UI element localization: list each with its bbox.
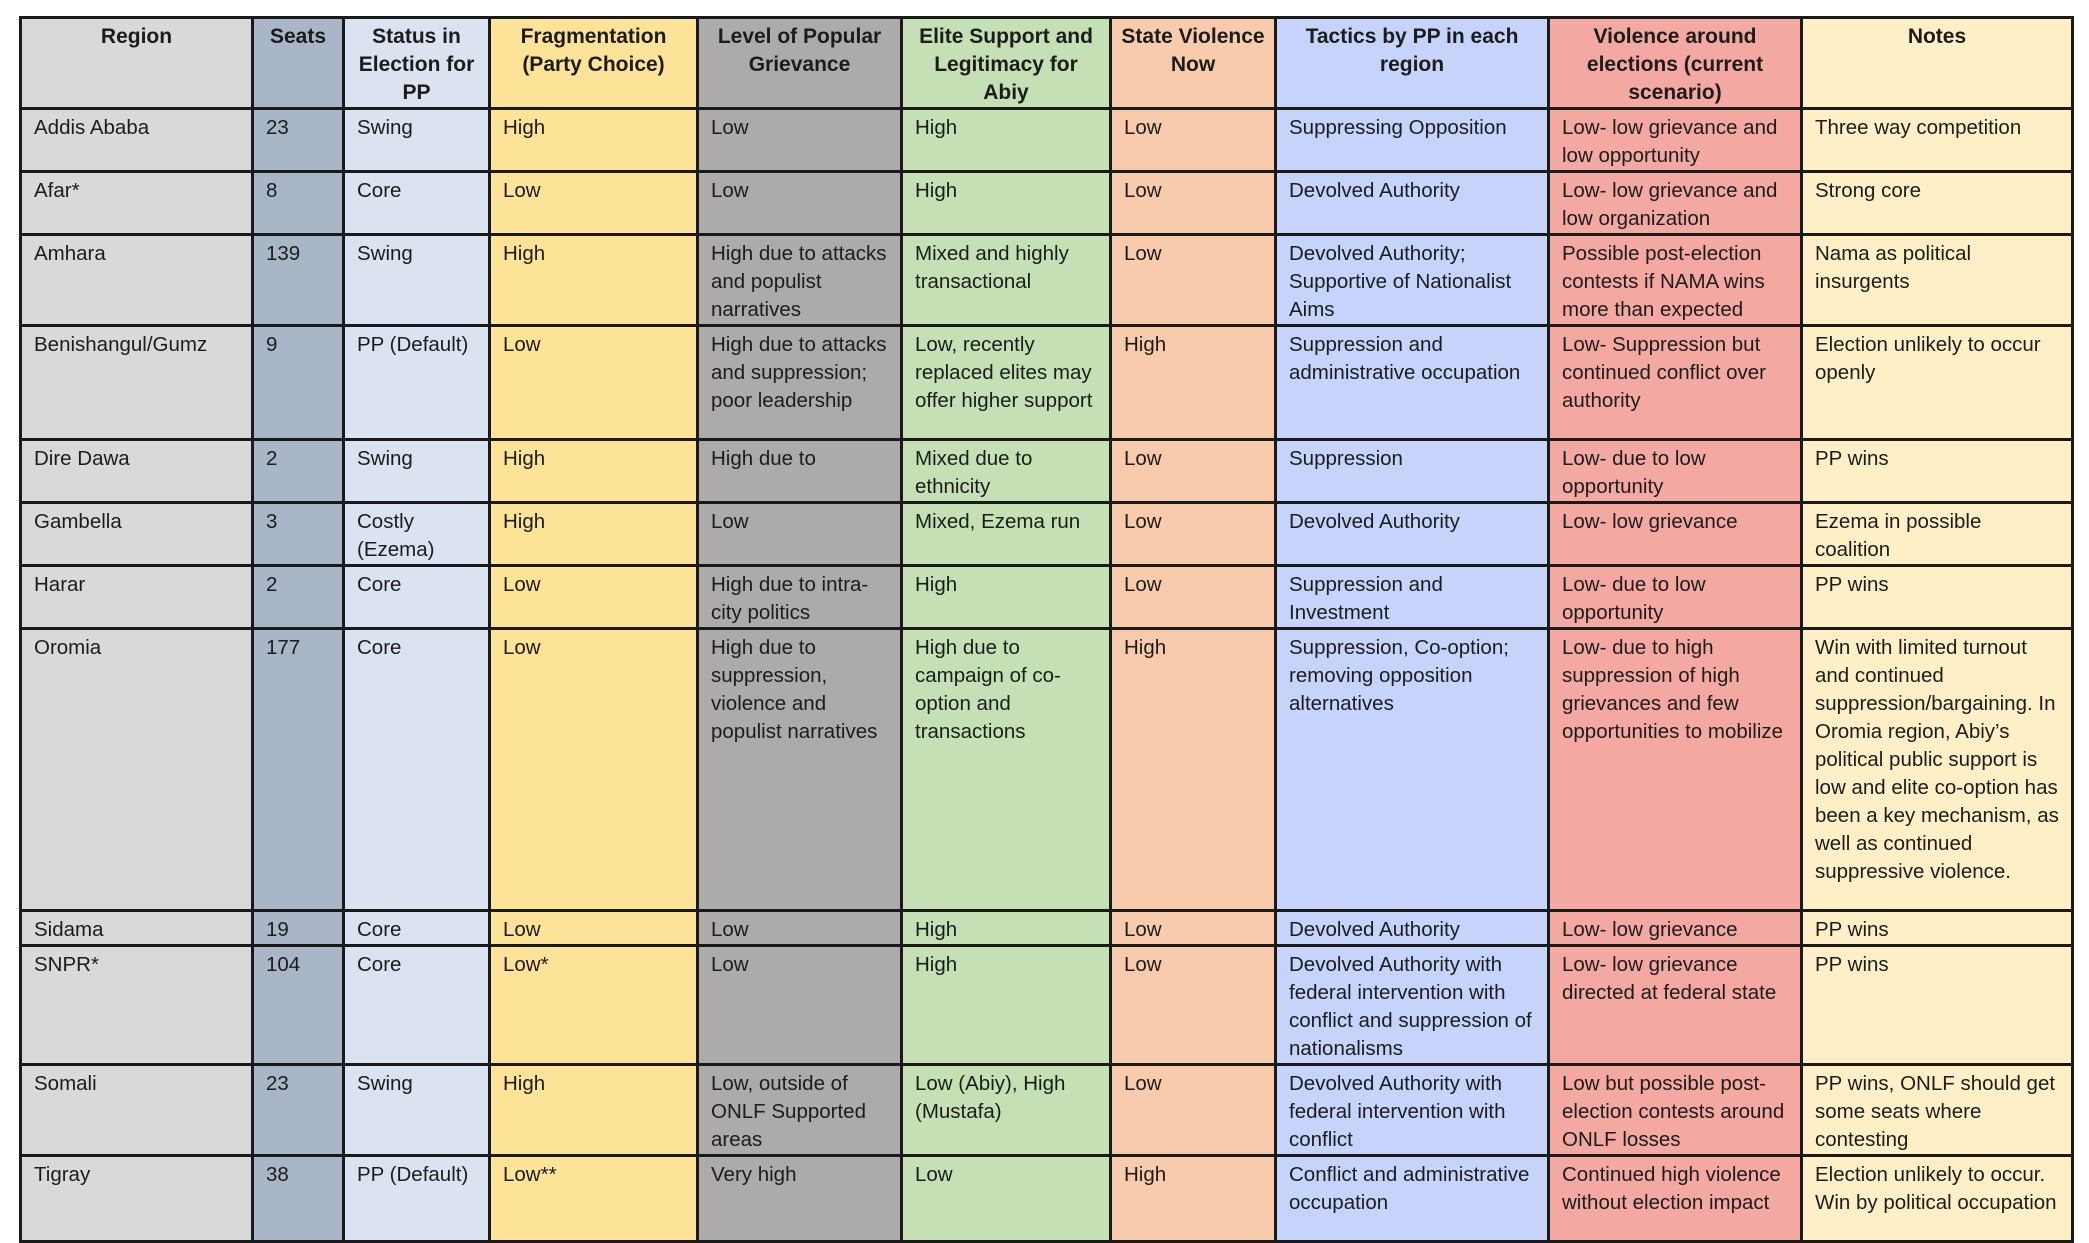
cell-region: Amhara bbox=[21, 235, 253, 326]
table-row bbox=[21, 109, 2073, 172]
cell-tactics: Suppression and Investment bbox=[1276, 566, 1549, 629]
cell-fragmentation: Low bbox=[490, 911, 698, 946]
table-body bbox=[21, 109, 2073, 1242]
cell-state-violence: Low bbox=[1111, 235, 1276, 326]
cell-status: PP (Default) bbox=[344, 1156, 490, 1242]
cell-status: Core bbox=[344, 629, 490, 911]
cell-tactics: Suppression and administrative occupation bbox=[1276, 326, 1549, 440]
cell-region: Gambella bbox=[21, 503, 253, 566]
cell-notes: PP wins bbox=[1802, 946, 2073, 1065]
cell-grievance: Low bbox=[698, 911, 902, 946]
cell-elite-support: High bbox=[902, 109, 1111, 172]
cell-status: Swing bbox=[344, 1065, 490, 1156]
cell-region: Sidama bbox=[21, 911, 253, 946]
cell-grievance: High due to bbox=[698, 440, 902, 503]
cell-elite-support: High due to campaign of co-option and transactions bbox=[902, 629, 1111, 911]
cell-violence-elections: Low- low grievance directed at federal state bbox=[1549, 946, 1802, 1065]
header-row bbox=[21, 18, 2073, 109]
cell-violence-elections: Low- due to low opportunity bbox=[1549, 566, 1802, 629]
cell-state-violence: Low bbox=[1111, 911, 1276, 946]
cell-region: Benishangul/Gumz bbox=[21, 326, 253, 440]
cell-seats: 139 bbox=[253, 235, 344, 326]
cell-state-violence: Low bbox=[1111, 566, 1276, 629]
header-grievance: Level of Popular Grievance bbox=[698, 18, 902, 109]
cell-fragmentation: High bbox=[490, 109, 698, 172]
cell-tactics: Devolved Authority bbox=[1276, 911, 1549, 946]
cell-status: Core bbox=[344, 946, 490, 1065]
cell-status: Core bbox=[344, 566, 490, 629]
cell-grievance: High due to intra-city politics bbox=[698, 566, 902, 629]
cell-violence-elections: Low- low grievance and low opportunity bbox=[1549, 109, 1802, 172]
cell-fragmentation: High bbox=[490, 235, 698, 326]
table-row bbox=[21, 629, 2073, 911]
cell-notes: PP wins, ONLF should get some seats where contesting bbox=[1802, 1065, 2073, 1156]
header-region: Region bbox=[21, 18, 253, 109]
cell-grievance: Low bbox=[698, 503, 902, 566]
header-notes: Notes bbox=[1802, 18, 2073, 109]
cell-state-violence: Low bbox=[1111, 172, 1276, 235]
cell-elite-support: High bbox=[902, 911, 1111, 946]
cell-violence-elections: Low- low grievance and low organization bbox=[1549, 172, 1802, 235]
header-status: Status in Election for PP bbox=[344, 18, 490, 109]
cell-violence-elections: Low- due to high suppression of high grievances and few opportunities to mobilize bbox=[1549, 629, 1802, 911]
table-row bbox=[21, 172, 2073, 235]
cell-status: Core bbox=[344, 172, 490, 235]
header-fragmentation: Fragmentation (Party Choice) bbox=[490, 18, 698, 109]
cell-notes: Ezema in possible coalition bbox=[1802, 503, 2073, 566]
cell-fragmentation: Low bbox=[490, 566, 698, 629]
cell-elite-support: High bbox=[902, 172, 1111, 235]
cell-violence-elections: Continued high violence without election impact bbox=[1549, 1156, 1802, 1242]
cell-status: Swing bbox=[344, 109, 490, 172]
cell-seats: 23 bbox=[253, 109, 344, 172]
cell-grievance: High due to attacks and suppression; poor leadership bbox=[698, 326, 902, 440]
cell-elite-support: Low (Abiy), High (Mustafa) bbox=[902, 1065, 1111, 1156]
cell-notes: Election unlikely to occur openly bbox=[1802, 326, 2073, 440]
cell-grievance: Low bbox=[698, 172, 902, 235]
table-row bbox=[21, 440, 2073, 503]
cell-tactics: Suppression bbox=[1276, 440, 1549, 503]
cell-grievance: Low bbox=[698, 109, 902, 172]
cell-notes: PP wins bbox=[1802, 440, 2073, 503]
cell-status: Costly (Ezema) bbox=[344, 503, 490, 566]
cell-elite-support: Low, recently replaced elites may offer higher support bbox=[902, 326, 1111, 440]
cell-fragmentation: Low* bbox=[490, 946, 698, 1065]
cell-seats: 177 bbox=[253, 629, 344, 911]
cell-fragmentation: Low bbox=[490, 629, 698, 911]
cell-tactics: Devolved Authority with federal intervention with conflict and suppression of nationalisms bbox=[1276, 946, 1549, 1065]
cell-region: Oromia bbox=[21, 629, 253, 911]
header-tactics: Tactics by PP in each region bbox=[1276, 18, 1549, 109]
cell-notes: PP wins bbox=[1802, 911, 2073, 946]
cell-fragmentation: High bbox=[490, 1065, 698, 1156]
cell-seats: 3 bbox=[253, 503, 344, 566]
cell-violence-elections: Possible post-election contests if NAMA wins more than expected bbox=[1549, 235, 1802, 326]
cell-tactics: Devolved Authority bbox=[1276, 503, 1549, 566]
cell-status: PP (Default) bbox=[344, 326, 490, 440]
cell-status: Swing bbox=[344, 440, 490, 503]
cell-seats: 8 bbox=[253, 172, 344, 235]
header-state-violence: State Violence Now bbox=[1111, 18, 1276, 109]
table-row bbox=[21, 911, 2073, 946]
cell-tactics: Suppressing Opposition bbox=[1276, 109, 1549, 172]
cell-violence-elections: Low but possible post-election contests around ONLF losses bbox=[1549, 1065, 1802, 1156]
cell-region: Addis Ababa bbox=[21, 109, 253, 172]
cell-tactics: Conflict and administrative occupation bbox=[1276, 1156, 1549, 1242]
table-row bbox=[21, 326, 2073, 440]
table-row bbox=[21, 946, 2073, 1065]
cell-state-violence: High bbox=[1111, 326, 1276, 440]
cell-seats: 9 bbox=[253, 326, 344, 440]
cell-state-violence: Low bbox=[1111, 1065, 1276, 1156]
cell-state-violence: High bbox=[1111, 629, 1276, 911]
cell-elite-support: Mixed due to ethnicity bbox=[902, 440, 1111, 503]
cell-seats: 2 bbox=[253, 440, 344, 503]
table-row bbox=[21, 1065, 2073, 1156]
cell-grievance: Low, outside of ONLF Supported areas bbox=[698, 1065, 902, 1156]
cell-notes: Win with limited turnout and continued suppression/bargaining. In Oromia region, Abiy’s political public support is low and elite co-option has been a key mechanism, as well as continued suppressive violence. bbox=[1802, 629, 2073, 911]
cell-seats: 104 bbox=[253, 946, 344, 1065]
cell-state-violence: Low bbox=[1111, 440, 1276, 503]
cell-notes: Nama as political insurgents bbox=[1802, 235, 2073, 326]
cell-violence-elections: Low- Suppression but continued conflict over authority bbox=[1549, 326, 1802, 440]
election-analysis-table bbox=[19, 16, 2074, 1243]
cell-notes: Three way competition bbox=[1802, 109, 2073, 172]
table-row bbox=[21, 235, 2073, 326]
cell-status: Core bbox=[344, 911, 490, 946]
cell-tactics: Devolved Authority with federal intervention with conflict bbox=[1276, 1065, 1549, 1156]
cell-elite-support: Low bbox=[902, 1156, 1111, 1242]
cell-region: SNPR* bbox=[21, 946, 253, 1065]
table-row bbox=[21, 503, 2073, 566]
cell-violence-elections: Low- low grievance bbox=[1549, 911, 1802, 946]
cell-violence-elections: Low- due to low opportunity bbox=[1549, 440, 1802, 503]
cell-grievance: Low bbox=[698, 946, 902, 1065]
cell-elite-support: Mixed, Ezema run bbox=[902, 503, 1111, 566]
cell-fragmentation: Low bbox=[490, 172, 698, 235]
cell-fragmentation: Low bbox=[490, 326, 698, 440]
cell-notes: PP wins bbox=[1802, 566, 2073, 629]
cell-region: Afar* bbox=[21, 172, 253, 235]
cell-elite-support: High bbox=[902, 946, 1111, 1065]
cell-state-violence: Low bbox=[1111, 109, 1276, 172]
cell-tactics: Devolved Authority bbox=[1276, 172, 1549, 235]
cell-region: Dire Dawa bbox=[21, 440, 253, 503]
cell-grievance: Very high bbox=[698, 1156, 902, 1242]
table-row bbox=[21, 566, 2073, 629]
cell-notes: Election unlikely to occur. Win by political occupation bbox=[1802, 1156, 2073, 1242]
cell-status: Swing bbox=[344, 235, 490, 326]
cell-state-violence: Low bbox=[1111, 946, 1276, 1065]
cell-fragmentation: Low** bbox=[490, 1156, 698, 1242]
cell-fragmentation: High bbox=[490, 440, 698, 503]
header-elite-support: Elite Support and Legitimacy for Abiy bbox=[902, 18, 1111, 109]
cell-fragmentation: High bbox=[490, 503, 698, 566]
cell-region: Somali bbox=[21, 1065, 253, 1156]
table-row bbox=[21, 1156, 2073, 1242]
cell-seats: 23 bbox=[253, 1065, 344, 1156]
cell-state-violence: Low bbox=[1111, 503, 1276, 566]
cell-seats: 2 bbox=[253, 566, 344, 629]
cell-seats: 19 bbox=[253, 911, 344, 946]
cell-elite-support: Mixed and highly transactional bbox=[902, 235, 1111, 326]
cell-region: Harar bbox=[21, 566, 253, 629]
cell-elite-support: High bbox=[902, 566, 1111, 629]
cell-state-violence: High bbox=[1111, 1156, 1276, 1242]
header-violence-elections: Violence around elections (current scenario) bbox=[1549, 18, 1802, 109]
cell-grievance: High due to suppression, violence and populist narratives bbox=[698, 629, 902, 911]
cell-seats: 38 bbox=[253, 1156, 344, 1242]
header-seats: Seats bbox=[253, 18, 344, 109]
cell-grievance: High due to attacks and populist narratives bbox=[698, 235, 902, 326]
cell-tactics: Suppression, Co-option; removing opposition alternatives bbox=[1276, 629, 1549, 911]
cell-notes: Strong core bbox=[1802, 172, 2073, 235]
cell-region: Tigray bbox=[21, 1156, 253, 1242]
cell-tactics: Devolved Authority; Supportive of Nationalist Aims bbox=[1276, 235, 1549, 326]
cell-violence-elections: Low- low grievance bbox=[1549, 503, 1802, 566]
